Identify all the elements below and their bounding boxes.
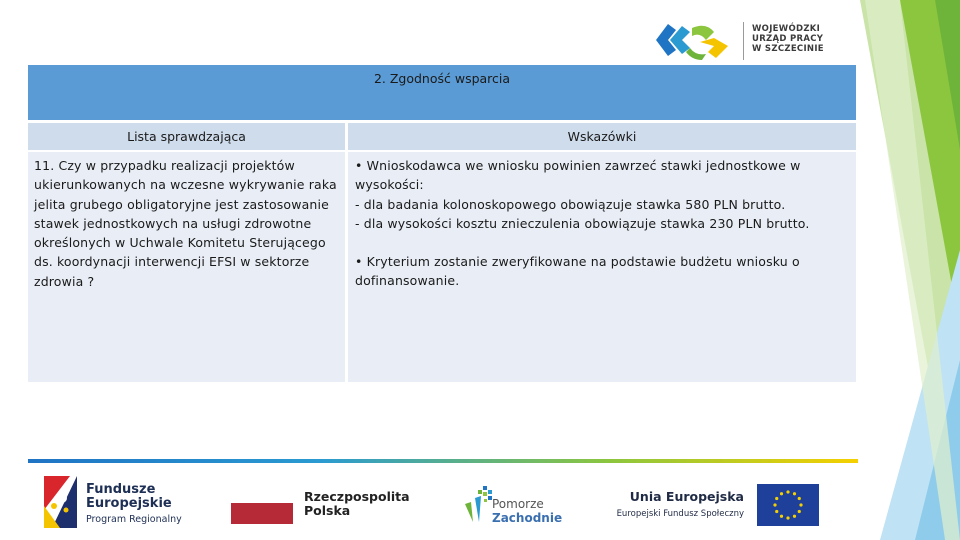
column-header-hints: [348, 123, 856, 150]
table-title: 2. Zgodność wsparcia: [373, 71, 511, 86]
hint-item: • Wnioskodawca we wniosku powinien zawrzeć stawki jednostkowe w wysokości: - dla badania kolonoskopowego obowiązuje stawka 580 PLN brutto. - dla wysokości kosztu znieczulenia obowiązuje stawka 230 PLN brutto.: [355, 158, 810, 231]
fe-line-2: Europejskie: [86, 496, 172, 511]
footer-gradient-line: [28, 459, 858, 463]
ue-line-2: Europejski Fundusz Społeczny: [616, 509, 744, 519]
fundusze-europejskie-logo-icon: [44, 476, 77, 528]
pomorze-line-1: Pomorze: [492, 497, 544, 511]
pomorze-line-2: Zachodnie: [492, 511, 563, 525]
checklist-cell: [28, 152, 345, 382]
poland-flag-icon: [231, 482, 293, 524]
hints-cell: [348, 152, 856, 382]
unia-europejska-text: [614, 489, 744, 520]
hints-text: [355, 156, 853, 291]
rzeczpospolita-polska-text: [304, 490, 410, 518]
rp-line-1: Rzeczpospolita: [304, 489, 410, 504]
wup-line-3: W SZCZECINIE: [752, 44, 824, 54]
fe-line-1: Fundusze: [86, 482, 156, 497]
column-header-hints-label: Wskazówki: [567, 129, 637, 144]
pomorze-zachodnie-text: [492, 497, 562, 525]
wup-logo-text: [752, 24, 824, 54]
table-title-band: [28, 65, 856, 120]
fe-line-3: Program Regionalny: [86, 514, 182, 525]
logo-divider: [743, 22, 744, 60]
eu-flag-icon: [757, 484, 819, 526]
wup-line-2: URZĄD PRACY: [752, 34, 824, 44]
hint-item: • Kryterium zostanie zweryfikowane na podstawie budżetu wniosku o dofinansowanie.: [355, 254, 800, 289]
checklist-question: 11. Czy w przypadku realizacji projektów ukierunkowanych na wczesne wykrywanie raka jelita grubego obligatoryjne jest zastosowanie stawek jednostkowych na usługi zdrowotne określonych w Uchwale Komitetu Sterującego ds. koordynacji interwencji EFSI w sektorze zdrowia ?: [34, 158, 337, 289]
fundusze-europejskie-text: [86, 483, 182, 526]
ue-line-1: Unia Europejska: [629, 489, 744, 504]
wup-line-1: WOJEWÓDZKI: [752, 24, 821, 34]
column-header-checklist: [28, 123, 345, 150]
column-header-checklist-label: Lista sprawdzająca: [127, 129, 246, 144]
rp-line-2: Polska: [304, 503, 351, 518]
